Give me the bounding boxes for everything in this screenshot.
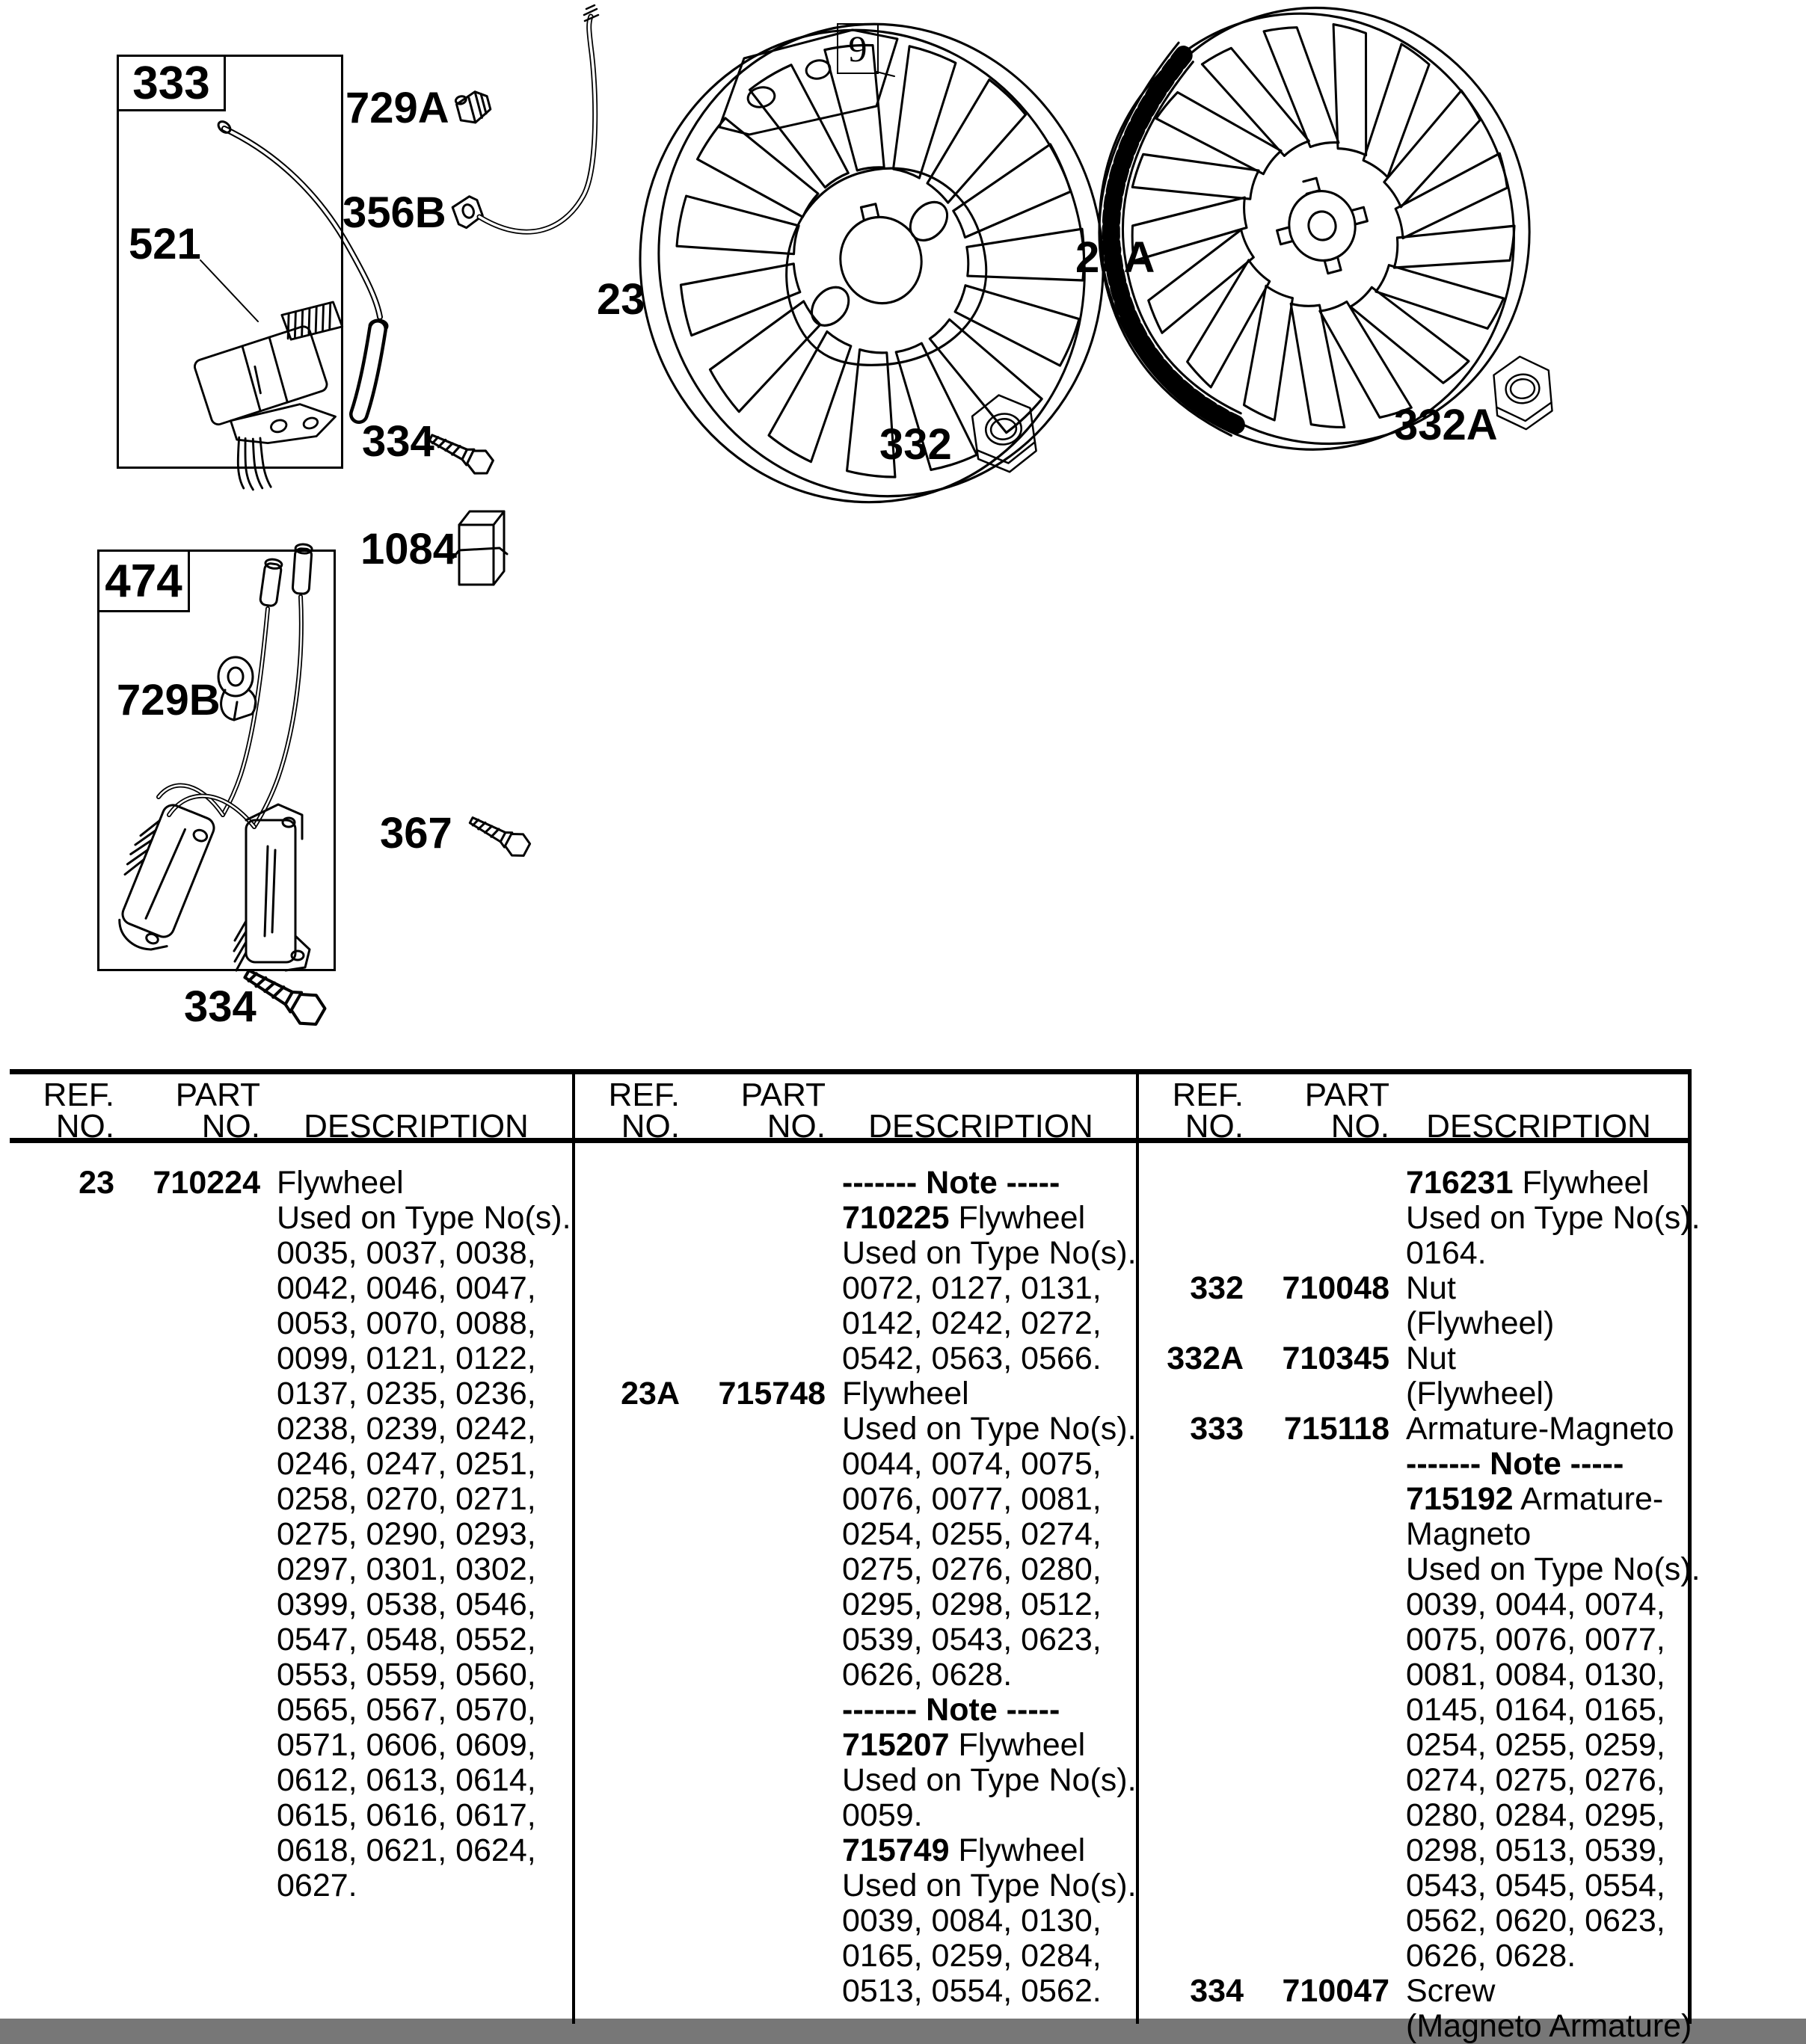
- table-body-2: [575, 1143, 1136, 2009]
- terminal-729a-drawing: [455, 89, 493, 126]
- description-line: 0035, 0037, 0038,: [277, 1235, 536, 1271]
- table-row: [1146, 1165, 1701, 1271]
- callout-334-top: 334: [362, 417, 434, 466]
- description-line: 0547, 0548, 0552,: [277, 1622, 536, 1657]
- description-line: Magneto: [1406, 1516, 1532, 1552]
- description-line: 716231 Flywheel: [1406, 1165, 1650, 1201]
- description-line: 0562, 0620, 0623,: [1406, 1903, 1665, 1939]
- description-line: Used on Type No(s).: [842, 1762, 1137, 1798]
- description-line: Armature-Magneto: [1406, 1411, 1674, 1447]
- table-header: REF. PART NO. NO. DESCRIPTION: [10, 1074, 572, 1143]
- callout-23: 23: [597, 275, 645, 324]
- callout-332a: 332A: [1394, 401, 1498, 449]
- callout-521: 521: [129, 220, 201, 268]
- part-no-cell: 715118: [1283, 1411, 1389, 1447]
- table-row: [1146, 1271, 1688, 1341]
- ref-no-cell: [1146, 1166, 1244, 1271]
- description-line: 0137, 0235, 0236,: [277, 1376, 536, 1412]
- description-line: 0542, 0563, 0566.: [842, 1340, 1102, 1376]
- table-body-3: [1139, 1143, 1701, 2044]
- description-line: 0254, 0255, 0259,: [1406, 1727, 1665, 1763]
- description-line: 0076, 0077, 0081,: [842, 1481, 1102, 1517]
- ref-no-cell: [583, 1166, 680, 1376]
- screw-334-top-drawing: [426, 427, 496, 478]
- ref-no-cell: 23: [79, 1165, 114, 1201]
- description-line: 0298, 0513, 0539,: [1406, 1832, 1665, 1868]
- description-line: 715192 Armature-: [1406, 1481, 1664, 1517]
- description-line: 0142, 0242, 0272,: [842, 1305, 1102, 1341]
- table-row: [1146, 1411, 1701, 1974]
- table-body-1: [10, 1143, 572, 1903]
- description-line: Nut: [1406, 1340, 1456, 1376]
- description-cell: [1389, 1166, 1701, 1271]
- description-line: 0238, 0239, 0242,: [277, 1411, 536, 1447]
- callout-367: 367: [380, 809, 452, 858]
- part-no-cell: 710224: [153, 1165, 260, 1201]
- description-line: 0059.: [842, 1797, 923, 1833]
- ref-no-cell: 332: [1190, 1270, 1244, 1306]
- description-line: 0145, 0164, 0165,: [1406, 1692, 1665, 1728]
- callout-332: 332: [879, 420, 952, 469]
- description-line: 715207 Flywheel: [842, 1727, 1086, 1763]
- description-line: 0039, 0084, 0130,: [842, 1903, 1102, 1939]
- description-line: 0275, 0290, 0293,: [277, 1516, 536, 1552]
- part-no-cell: 710047: [1282, 1973, 1389, 2009]
- description-line: ------- Note -----: [842, 1165, 1060, 1201]
- description-cell: [1389, 1412, 1701, 1974]
- description-line: 0627.: [277, 1868, 357, 1903]
- table-column-2: [575, 1074, 1136, 2024]
- screw-367-drawing: [466, 810, 532, 861]
- description-line: 0274, 0275, 0276,: [1406, 1762, 1665, 1798]
- description-line: 0539, 0543, 0623,: [842, 1622, 1102, 1657]
- description-line: ------- Note -----: [1406, 1446, 1624, 1482]
- description-line: 715749 Flywheel: [842, 1832, 1086, 1868]
- description-line: (Flywheel): [1406, 1376, 1555, 1412]
- description-line: 0258, 0270, 0271,: [277, 1481, 536, 1517]
- table-row: [583, 1166, 1136, 1376]
- table-column-1: [10, 1074, 572, 2024]
- description-line: Nut: [1406, 1270, 1456, 1306]
- inset-label-474: 474: [97, 550, 190, 612]
- description-line: 0399, 0538, 0546,: [277, 1586, 536, 1622]
- description-cell: [260, 1166, 572, 1903]
- description-line: 710225 Flywheel: [842, 1200, 1086, 1236]
- header-description: DESCRIPTION: [304, 1108, 529, 1145]
- table-row: [17, 1166, 572, 1903]
- description-line: ------- Note -----: [842, 1692, 1060, 1728]
- callout-356b: 356B: [343, 188, 446, 237]
- table-column-3: [1139, 1074, 1701, 2044]
- nut-332-drawing: [970, 391, 1039, 476]
- ground-wire-356b-drawing: [451, 5, 598, 232]
- part-no-cell: 710048: [1282, 1270, 1389, 1306]
- description-line: Screw: [1406, 1973, 1496, 2009]
- inset-box-474: [97, 550, 336, 971]
- description-line: 0246, 0247, 0251,: [277, 1446, 536, 1482]
- callout-23a: 23A: [1075, 233, 1155, 282]
- figure-ref-9-box: [837, 23, 879, 74]
- description-line: 0081, 0084, 0130,: [1406, 1657, 1665, 1693]
- description-line: 0295, 0298, 0512,: [842, 1586, 1102, 1622]
- callout-729a: 729A: [345, 84, 449, 132]
- callout-729b: 729B: [117, 676, 221, 724]
- callout-334-bottom: 334: [184, 982, 257, 1031]
- description-line: Used on Type No(s).: [277, 1200, 571, 1236]
- description-line: 0099, 0121, 0122,: [277, 1340, 536, 1376]
- description-line: 0612, 0613, 0614,: [277, 1762, 536, 1798]
- flywheel-23-drawing: [593, 0, 1150, 547]
- figure-ref-9: 9: [848, 28, 867, 70]
- description-line: 0042, 0046, 0047,: [277, 1270, 536, 1306]
- ref-no-cell: 334: [1190, 1973, 1244, 2009]
- table-row: [583, 1376, 1136, 2009]
- description-line: Used on Type No(s).: [1406, 1551, 1701, 1587]
- ref-no-cell: 332A: [1167, 1340, 1244, 1376]
- description-line: 0039, 0044, 0074,: [1406, 1586, 1665, 1622]
- description-line: 0626, 0628.: [1406, 1938, 1576, 1974]
- description-line: 0615, 0616, 0617,: [277, 1797, 536, 1833]
- description-line: 0513, 0554, 0562.: [842, 1973, 1102, 2009]
- description-cell: [1389, 1974, 1692, 2044]
- description-cell: [1389, 1271, 1688, 1341]
- description-line: Flywheel: [277, 1165, 404, 1201]
- description-line: 0044, 0074, 0075,: [842, 1446, 1102, 1482]
- description-line: Used on Type No(s).: [842, 1868, 1137, 1903]
- description-line: Used on Type No(s).: [842, 1411, 1137, 1447]
- description-cell: [1389, 1341, 1688, 1412]
- part-no-cell: [1244, 1166, 1389, 1271]
- description-line: 0543, 0545, 0554,: [1406, 1868, 1665, 1903]
- part-no-cell: 715748: [718, 1376, 826, 1412]
- description-line: 0165, 0259, 0284,: [842, 1938, 1102, 1974]
- description-line: 0254, 0255, 0274,: [842, 1516, 1102, 1552]
- description-line: Flywheel: [842, 1376, 969, 1412]
- description-line: 0053, 0070, 0088,: [277, 1305, 536, 1341]
- description-line: 0618, 0621, 0624,: [277, 1832, 536, 1868]
- ref-no-cell: 333: [1190, 1411, 1244, 1447]
- description-line: (Magneto Armature): [1406, 2008, 1692, 2044]
- header-ref: REF.: [43, 1077, 114, 1113]
- table-header: REF. PART NO. NO. DESCRIPTION: [608, 1077, 1093, 1145]
- description-line: 0571, 0606, 0609,: [277, 1727, 536, 1763]
- table-row: [1146, 1341, 1688, 1412]
- description-cell: [826, 1376, 1137, 2009]
- table-header: REF. PART NO. NO. DESCRIPTION: [1172, 1077, 1651, 1145]
- description-line: 0075, 0076, 0077,: [1406, 1622, 1665, 1657]
- description-line: Used on Type No(s).: [1406, 1200, 1701, 1236]
- header-part: PART: [175, 1077, 260, 1113]
- nut-332a-drawing: [1493, 354, 1554, 432]
- description-line: 0164.: [1406, 1235, 1487, 1271]
- description-line: 0275, 0276, 0280,: [842, 1551, 1102, 1587]
- ref-no-cell: 23A: [621, 1376, 680, 1412]
- table-row: [1146, 1973, 1692, 2044]
- callout-1084: 1084: [360, 525, 458, 573]
- description-cell: [826, 1166, 1137, 1376]
- description-line: 0626, 0628.: [842, 1657, 1013, 1693]
- description-line: 0280, 0284, 0295,: [1406, 1797, 1665, 1833]
- description-line: 0565, 0567, 0570,: [277, 1692, 536, 1728]
- description-line: 0553, 0559, 0560,: [277, 1657, 536, 1693]
- module-1084-drawing: [453, 511, 507, 585]
- parts-table: [10, 1069, 1701, 2044]
- part-no-cell: [680, 1166, 826, 1376]
- description-line: Used on Type No(s).: [842, 1235, 1137, 1271]
- part-no-cell: 710345: [1282, 1340, 1389, 1376]
- description-line: 0297, 0301, 0302,: [277, 1551, 536, 1587]
- inset-label-333: 333: [117, 55, 226, 111]
- description-line: (Flywheel): [1406, 1305, 1555, 1341]
- description-line: 0072, 0127, 0131,: [842, 1270, 1102, 1306]
